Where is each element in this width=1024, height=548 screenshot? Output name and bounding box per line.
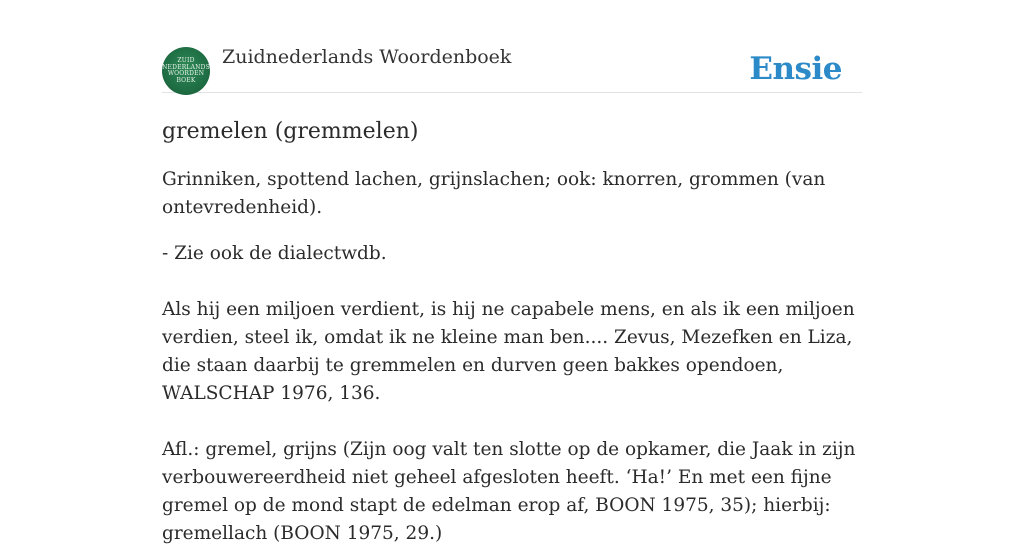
entry-card: [162, 40, 862, 548]
logo-line-3: WOORDEN: [167, 70, 205, 77]
site-header: [162, 40, 862, 93]
logo-line-2: NEDERLANDS: [162, 63, 210, 71]
site-logo[interactable]: [162, 47, 210, 95]
entry-see-also: - Zie ook de dialectwdb.: [162, 243, 387, 264]
entry-definition: Grinniken, spottend lachen, grijnslachen; ook: knorren, grommen (van ontevredenheid).: [162, 169, 826, 218]
ensie-brand-logo[interactable]: Ensie: [749, 51, 842, 87]
site-name-link[interactable]: Zuidnederlands Woordenboek: [222, 46, 512, 68]
entry-quote: Als hij een miljoen verdient, is hij ne capabele mens, en als ik een miljoen verdien, steel ik, omdat ik ne kleine man ben.... Zevus, Mezefken en Liza, die staan daarbij te gremmelen en durven geen bakkes opendoen, WALSCHAP 1976, 136.: [162, 299, 855, 404]
logo-line-4: BOEK: [176, 76, 196, 84]
entry-title: gremelen (gremmelen): [162, 119, 419, 144]
logo-line-1: ZUID: [177, 57, 195, 64]
entry-derivations: Afl.: gremel, grijns (Zijn oog valt ten slotte op de opkamer, die Jaak in zijn verbouwereerdheid niet geheel afgesloten heeft. ‘Ha!’ En met een fijne gremel op de mond stapt de edelman erop af, BOON 1975, 35); hierbij: gremellach (BOON 1975, 29.): [162, 439, 856, 544]
